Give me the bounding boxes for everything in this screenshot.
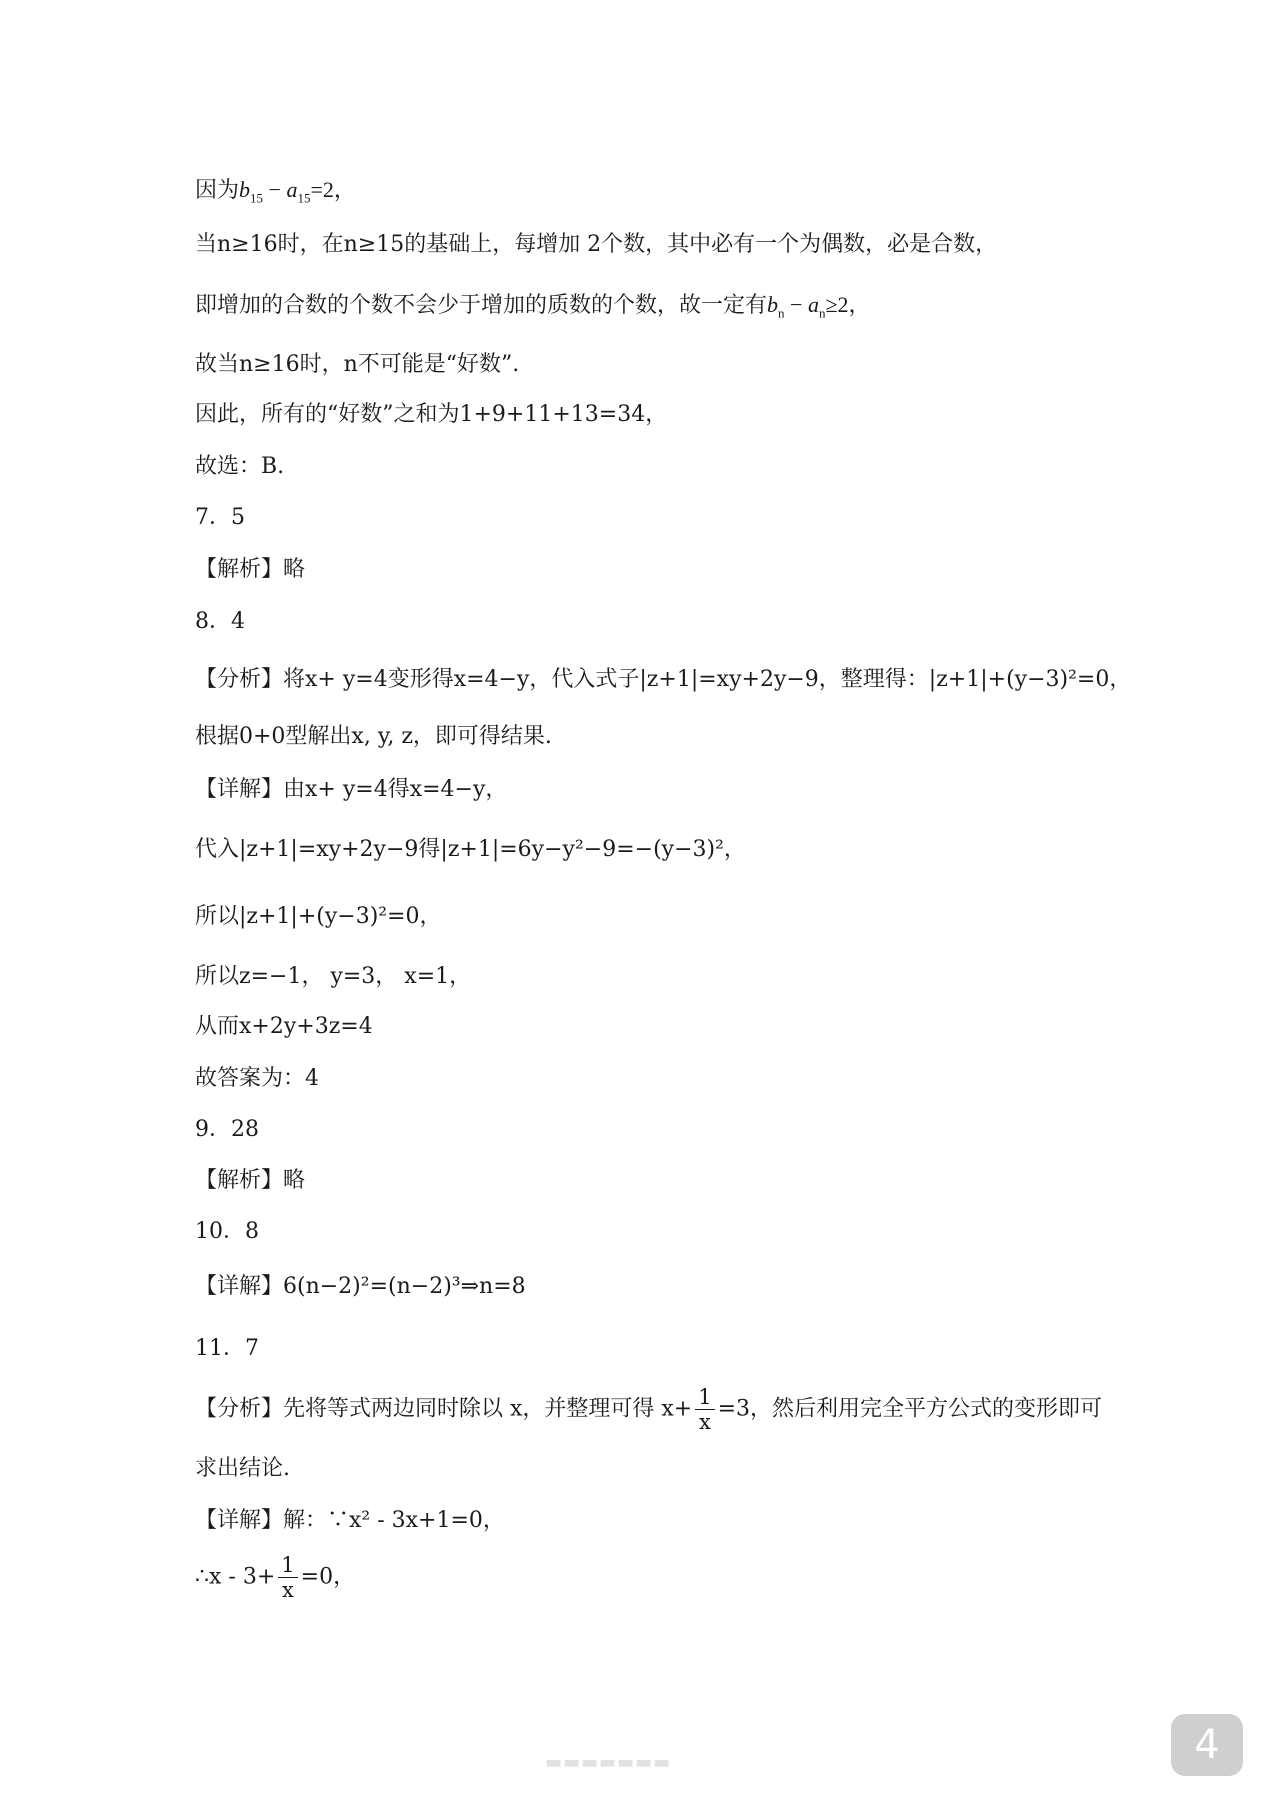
page-number-badge: 4 [1171,1714,1243,1776]
line-8: 【解析】略 [195,557,306,582]
detail-10: 【详解】6(n−2)²=(n−2)³⇒n=8 [195,1274,526,1299]
answer-9: 9．28 [195,1117,259,1142]
line-24: 求出结论. [195,1456,290,1481]
line-14: 所以|z+1|+(y−3)²=0， [195,904,442,929]
line-3: 即增加的合数的个数不会少于增加的质数的个数，故一定有$b_n - a_n\ge 2$， [195,292,871,321]
analysis-11: 【分析】先将等式两边同时除以 x，并整理可得 x+ $\frac{1}{x}$ =3，然后利用完全平方公式的变形即可 [195,1385,1103,1434]
fraction-1-over-x: $\frac{1}{x}$ [695,1385,714,1434]
answer-8: 8．4 [195,609,245,634]
detail-8: 【详解】由x+ y=4得x=4−y， [195,777,508,802]
line-15: 所以z=−1， y=3， x=1， [195,964,472,989]
line-1: 因为$b_{15} - a_{15}=2$， [195,177,356,206]
line-4: 故当n≥16时，n不可能是“好数”. [195,352,520,377]
line-26: ∴x - 3+ $\frac{1}{x}$ =0， [195,1553,356,1602]
answer-10: 10．8 [195,1219,259,1244]
line-13: 代入|z+1|=xy+2y−9得|z+1|=6y−y²−9=−(y−3)²， [195,837,746,862]
line-2: 当n≥16时，在n≥15的基础上，每增加 2个数，其中必有一个为偶数，必是合数， [195,232,998,257]
line-5: 因此，所有的“好数”之和为1+9+11+13=34， [195,402,668,427]
answer-11: 11．7 [195,1336,259,1361]
analysis-8: 【分析】将x+ y=4变形得x=4−y，代入式子|z+1|=xy+2y−9，整理得：|z+1|+(y−3)²=0， [195,667,1132,692]
line-6: 故选：B. [195,454,285,479]
answer-7: 7．5 [195,505,245,530]
fraction-1-over-x-2: $\frac{1}{x}$ [278,1553,297,1602]
line-16: 从而x+2y+3z=4 [195,1014,373,1039]
line-11: 根据0+0型解出x, y, z，即可得结果. [195,724,552,749]
detail-11: 【详解】解：∵x² - 3x+1=0， [195,1508,505,1533]
line-17: 故答案为：4 [195,1066,319,1091]
line-19: 【解析】略 [195,1168,306,1193]
watermark: ▬▬▬▬▬▬▬ [545,1752,672,1773]
